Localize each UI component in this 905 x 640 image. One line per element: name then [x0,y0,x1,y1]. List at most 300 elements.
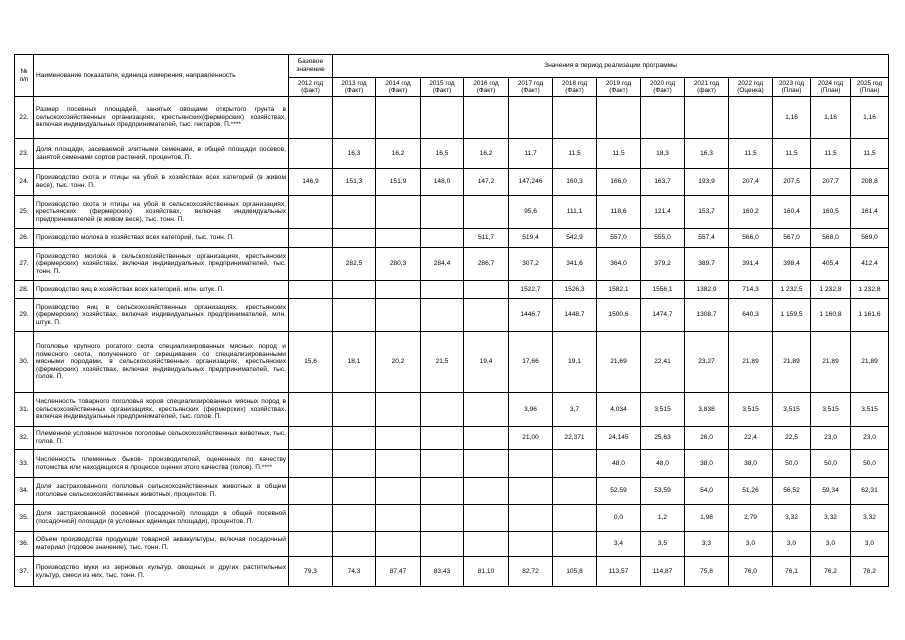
value-cell [509,478,553,505]
value-cell: 3,0 [729,532,773,557]
value-cell: 83,43 [421,557,464,587]
row-number: 23. [15,139,34,169]
value-cell: 3,515 [729,393,773,427]
table-row [15,557,889,587]
indicator-name: Объем производства продукции товарной аквакультуры, включая посадочный материал (годовое значение), тыс. тонн. П. [34,532,289,557]
table-row [15,97,889,139]
indicator-name: Племенное условное маточное поголовье сельскохозяйственных животных, тыс. голов. П. [34,427,289,450]
value-cell: 1,98 [685,505,729,532]
value-cell: 23,0 [851,427,889,450]
value-cell: 3,515 [811,393,851,427]
header-year-label: 2025 год [856,79,883,87]
value-cell: 11,5 [851,139,889,169]
header-year-2 [376,78,421,97]
value-cell: 1 232,5 [773,281,811,299]
value-cell: 114,87 [641,557,685,587]
value-cell [376,281,421,299]
value-cell: 21,00 [509,427,553,450]
value-cell: 3,838 [685,393,729,427]
row-number: 26. [15,229,34,248]
value-cell: 21,5 [421,332,464,393]
value-cell [289,281,333,299]
value-cell [289,478,333,505]
value-cell [421,299,464,332]
header-num: № п/п [15,55,34,97]
value-cell: 640,3 [729,299,773,332]
value-cell: 105,8 [553,557,597,587]
table-row [15,169,889,196]
value-cell: 75,8 [685,557,729,587]
row-number: 22. [15,97,34,139]
value-cell: 160,5 [811,196,851,229]
value-cell: 379,2 [641,248,685,281]
row-number: 37. [15,557,34,587]
table-row [15,427,889,450]
value-cell: 20,2 [376,332,421,393]
table-row [15,229,889,248]
header-year-8 [641,78,685,97]
value-cell: 207,4 [729,169,773,196]
value-cell [421,505,464,532]
value-cell: 15,6 [289,332,333,393]
table-row [15,248,889,281]
value-cell: 11,5 [597,139,641,169]
value-cell: 284,4 [421,248,464,281]
value-cell: 111,1 [553,196,597,229]
value-cell [376,505,421,532]
value-cell: 25,63 [641,427,685,450]
value-cell: 21,89 [773,332,811,393]
header-year-kind: (План) [820,87,841,94]
value-cell: 38,0 [729,450,773,478]
row-number: 34. [15,478,34,505]
table-row [15,332,889,393]
value-cell: 1,16 [773,97,811,139]
value-cell [729,97,773,139]
indicator-name: Производство яиц в сельскохозяйственных организациях, крестьянских (фермерских) хозяйствах, включая индивидуальных предпринимателей, млн. штук. П. [34,299,289,332]
value-cell [421,427,464,450]
header-year-kind: (Факт) [344,87,364,94]
value-cell [464,97,509,139]
value-cell: 3,32 [773,505,811,532]
value-cell: 1 159,5 [773,299,811,332]
value-cell: 163,7 [641,169,685,196]
table-row [15,299,889,332]
value-cell [289,248,333,281]
value-cell [553,505,597,532]
value-cell: 11,7 [509,139,553,169]
value-cell: 59,34 [811,478,851,505]
value-cell: 74,3 [333,557,376,587]
value-cell: 3,7 [553,393,597,427]
header-year-5 [509,78,553,97]
value-cell: 26,0 [685,427,729,450]
value-cell: 148,0 [421,169,464,196]
value-cell [376,196,421,229]
header-base: Базовое значение [289,55,333,78]
value-cell [376,299,421,332]
value-cell [464,532,509,557]
value-cell: 95,6 [509,196,553,229]
value-cell: 76,1 [773,557,811,587]
value-cell: 52,59 [597,478,641,505]
value-cell: 412,4 [851,248,889,281]
value-cell [289,196,333,229]
indicator-name: Поголовье крупного рогатого скота специализированных мясных пород и помесного скота, полученного от скрещивания со специализированными мясными породами, в сельскохозяйственных организациях, крестьянских (фермерских) хозяйствах, включая индивидуальных предпринимателей, тыс. голов. П. [34,332,289,393]
value-cell [597,97,641,139]
value-cell: 389,7 [685,248,729,281]
value-cell: 4,034 [597,393,641,427]
value-cell: 1,2 [641,505,685,532]
value-cell [421,229,464,248]
value-cell: 519,4 [509,229,553,248]
value-cell: 21,89 [729,332,773,393]
value-cell: 1,16 [851,97,889,139]
value-cell: 3,0 [811,532,851,557]
value-cell [509,450,553,478]
value-cell [641,97,685,139]
header-year-kind: (Факт) [565,87,584,94]
value-cell: 87,47 [376,557,421,587]
value-cell [376,97,421,139]
header-year-13 [851,78,889,97]
value-cell [464,393,509,427]
header-year-6 [553,78,597,97]
row-number: 35. [15,505,34,532]
value-cell [553,478,597,505]
value-cell: 11,5 [553,139,597,169]
value-cell: 11,5 [729,139,773,169]
value-cell: 3,96 [509,393,553,427]
table-row [15,532,889,557]
value-cell: 16,2 [464,139,509,169]
value-cell [509,97,553,139]
value-cell: 1,16 [811,97,851,139]
header-year-kind: (Факт) [388,87,408,94]
value-cell: 391,4 [729,248,773,281]
value-cell [289,139,333,169]
indicator-name: Доля застрахованного поголовья сельскохозяйственных животных в общем поголовье сельскохозяйственных животных, процентов. П. [34,478,289,505]
value-cell: 22,371 [553,427,597,450]
value-cell: 23,27 [685,332,729,393]
value-cell: 307,2 [509,248,553,281]
indicator-name: Производство скота и птицы на убой в хозяйствах всех категорий (в живом весе), тыс. тонн. П. [34,169,289,196]
header-year-11 [773,78,811,97]
header-year-label: 2013 год [341,79,367,87]
header-year-10 [729,78,773,97]
table-header [15,55,889,97]
value-cell: 280,3 [376,248,421,281]
header-year-label: 2023 год [778,79,805,87]
value-cell: 161,4 [851,196,889,229]
value-cell [464,196,509,229]
value-cell [376,393,421,427]
value-cell [464,505,509,532]
value-cell: 147,2 [464,169,509,196]
value-cell: 48,0 [597,450,641,478]
value-cell [333,229,376,248]
value-cell [289,532,333,557]
value-cell [333,427,376,450]
value-cell: 511,7 [464,229,509,248]
header-year-1 [333,78,376,97]
value-cell: 11,5 [773,139,811,169]
value-cell: 364,0 [597,248,641,281]
value-cell: 1308,7 [685,299,729,332]
indicators-table [14,54,889,587]
value-cell [333,532,376,557]
value-cell [333,393,376,427]
header-year-kind: (План) [781,87,802,94]
header-year-kind: (Факт) [653,87,672,94]
header-year-label: 2015 год [429,79,455,87]
value-cell: 17,66 [509,332,553,393]
value-cell: 3,5 [641,532,685,557]
header-name: Наименование показателя, единица измерения, направленность [34,55,289,97]
header-period: Значения в период реализации программы [333,55,889,78]
value-cell [421,532,464,557]
value-cell: 166,0 [597,169,641,196]
value-cell [289,229,333,248]
header-year-label: 2021 год [693,79,720,87]
value-cell: 714,3 [729,281,773,299]
value-cell: 21,89 [851,332,889,393]
value-cell [464,427,509,450]
value-cell: 38,0 [685,450,729,478]
table-row [15,478,889,505]
value-cell [289,393,333,427]
value-cell: 51,26 [729,478,773,505]
value-cell [421,450,464,478]
value-cell: 16,2 [376,139,421,169]
table-body [15,97,889,587]
value-cell: 3,515 [851,393,889,427]
indicator-name: Размер посевных площадей, занятых овощами открытого грунта в сельскохозяйственных организациях, крестьянских(фермерских) хозяйствах, включая индивидуальных предпринимателей, тыс. гектаров. П.**** [34,97,289,139]
indicator-name: Численность племенных быков- производителей, оцененных по качеству потомства или находящихся в процессе оценки этого качества (голов). П.**** [34,450,289,478]
indicator-name: Производство яиц в хозяйствах всех категорий, млн. штук. П. [34,281,289,299]
value-cell: 121,4 [641,196,685,229]
value-cell: 3,32 [811,505,851,532]
value-cell: 23,0 [811,427,851,450]
row-number: 36. [15,532,34,557]
value-cell: 22,41 [641,332,685,393]
value-cell: 18,3 [641,139,685,169]
value-cell: 16,3 [685,139,729,169]
value-cell: 3,3 [685,532,729,557]
value-cell [464,281,509,299]
value-cell [464,450,509,478]
value-cell: 81,10 [464,557,509,587]
value-cell [289,299,333,332]
value-cell [289,505,333,532]
value-cell: 16,3 [333,139,376,169]
row-number: 27. [15,248,34,281]
value-cell: 3,0 [773,532,811,557]
table-row [15,393,889,427]
header-year-kind: (Факт) [521,87,540,94]
value-cell [553,450,597,478]
indicator-name: Производство молока в сельскохозяйственных организациях, крестьянских (фермерских) хозяйствах, включая индивидуальных предпринимателей, тыс. тонн. П. [34,248,289,281]
value-cell: 48,0 [641,450,685,478]
value-cell: 1 160,8 [811,299,851,332]
value-cell [333,450,376,478]
value-cell: 24,145 [597,427,641,450]
row-number: 29. [15,299,34,332]
value-cell: 286,7 [464,248,509,281]
row-number: 33. [15,450,34,478]
value-cell: 341,6 [553,248,597,281]
value-cell: 118,6 [597,196,641,229]
value-cell: 151,9 [376,169,421,196]
header-year-9 [685,78,729,97]
indicator-name: Доля застрахованной посевной (посадочной) площади в общей посевной (посадочной) площади (в условных единицах площади), процентов. П. [34,505,289,532]
header-year-label: 2020 год [649,79,676,87]
value-cell [464,478,509,505]
value-cell [464,299,509,332]
value-cell: 1500,6 [597,299,641,332]
value-cell [333,299,376,332]
indicator-name: Производство муки из зерновых культур, овощных и других растительных культур, смеси из них, тыс. тонн. П. [34,557,289,587]
value-cell [421,97,464,139]
value-cell: 21,69 [597,332,641,393]
row-number: 32. [15,427,34,450]
header-year-kind: (Факт) [609,87,628,94]
value-cell [289,450,333,478]
value-cell [376,450,421,478]
table-row [15,450,889,478]
value-cell: 146,9 [289,169,333,196]
header-year-label: 2019 год [605,79,632,87]
value-cell [376,478,421,505]
value-cell: 160,3 [553,169,597,196]
row-number: 31. [15,393,34,427]
value-cell: 3,515 [773,393,811,427]
value-cell: 1 232,8 [851,281,889,299]
value-cell: 22,5 [773,427,811,450]
value-cell: 50,0 [851,450,889,478]
value-cell: 3,32 [851,505,889,532]
header-year-kind: (факт) [697,87,716,94]
value-cell: 11,5 [811,139,851,169]
value-cell [289,427,333,450]
value-cell: 1474,7 [641,299,685,332]
header-year-label: 2024 год [817,79,844,87]
value-cell: 76,2 [811,557,851,587]
value-cell: 53,59 [641,478,685,505]
value-cell [333,505,376,532]
value-cell: 153,7 [685,196,729,229]
value-cell: 557,0 [597,229,641,248]
value-cell: 405,4 [811,248,851,281]
value-cell: 113,57 [597,557,641,587]
value-cell: 3,0 [851,532,889,557]
table-row [15,505,889,532]
value-cell: 208,8 [851,169,889,196]
value-cell [421,478,464,505]
value-cell [376,229,421,248]
value-cell [376,532,421,557]
indicator-name: Численность товарного поголовья коров специализированных мясных пород в сельскохозяйственных организациях, крестьянских (фермерских) хозяйствах, включая индивидуальных предпринимателей, тыс. голов. П. [34,393,289,427]
value-cell [376,427,421,450]
value-cell: 566,0 [729,229,773,248]
header-year-kind: (Факт) [432,87,452,94]
header-year-3 [421,78,464,97]
value-cell: 1556,1 [641,281,685,299]
value-cell [553,532,597,557]
value-cell: 555,0 [641,229,685,248]
header-year-kind: (План) [859,87,880,94]
value-cell: 207,7 [811,169,851,196]
value-cell [333,478,376,505]
value-cell [421,393,464,427]
value-cell [509,505,553,532]
header-year-4 [464,78,509,97]
value-cell [509,532,553,557]
value-cell: 1 161,6 [851,299,889,332]
indicator-name: Производство скота и птицы на убой в сельскохозяйственных организациях, крестьянских (фермерских) хозяйствах, включая индивидуальных предпринимателей (в живом весе), тыс. тонн. П. [34,196,289,229]
value-cell: 18,1 [333,332,376,393]
value-cell: 54,0 [685,478,729,505]
value-cell [333,97,376,139]
value-cell: 1 232,8 [811,281,851,299]
table-row [15,139,889,169]
indicator-name: Доля площади, засеваемой элитными семенами, в общей площади посевов, занятой семенами сортов растений, процентов. П. [34,139,289,169]
row-number: 25. [15,196,34,229]
value-cell: 19,1 [553,332,597,393]
value-cell: 160,4 [773,196,811,229]
value-cell: 76,0 [729,557,773,587]
value-cell: 50,0 [773,450,811,478]
value-cell [333,281,376,299]
row-number: 30. [15,332,34,393]
header-year-label: 2014 год [385,79,411,87]
header-year-kind: (Оценка) [737,87,764,94]
value-cell: 568,0 [811,229,851,248]
value-cell: 21,89 [811,332,851,393]
value-cell [421,281,464,299]
value-cell: 0,0 [597,505,641,532]
row-number: 24. [15,169,34,196]
header-year-label: 2022 год [737,79,764,87]
value-cell: 282,5 [333,248,376,281]
value-cell: 3,4 [597,532,641,557]
value-cell: 1446,7 [509,299,553,332]
value-cell: 1522,7 [509,281,553,299]
value-cell: 557,4 [685,229,729,248]
value-cell: 542,9 [553,229,597,248]
value-cell: 22,4 [729,427,773,450]
value-cell: 207,5 [773,169,811,196]
value-cell [333,196,376,229]
value-cell: 2,79 [729,505,773,532]
header-year-0 [289,78,333,97]
value-cell [289,97,333,139]
header-year-label: 2017 год [517,79,544,87]
value-cell: 1582,1 [597,281,641,299]
indicator-name: Производство молока в хозяйствах всех категорий, тыс. тонн. П. [34,229,289,248]
value-cell: 151,3 [333,169,376,196]
value-cell: 3,515 [641,393,685,427]
value-cell [421,196,464,229]
value-cell: 398,4 [773,248,811,281]
value-cell: 567,0 [773,229,811,248]
value-cell: 193,9 [685,169,729,196]
value-cell: 569,0 [851,229,889,248]
value-cell: 56,52 [773,478,811,505]
header-year-12 [811,78,851,97]
value-cell: 76,2 [851,557,889,587]
header-year-label: 2016 год [473,79,499,87]
